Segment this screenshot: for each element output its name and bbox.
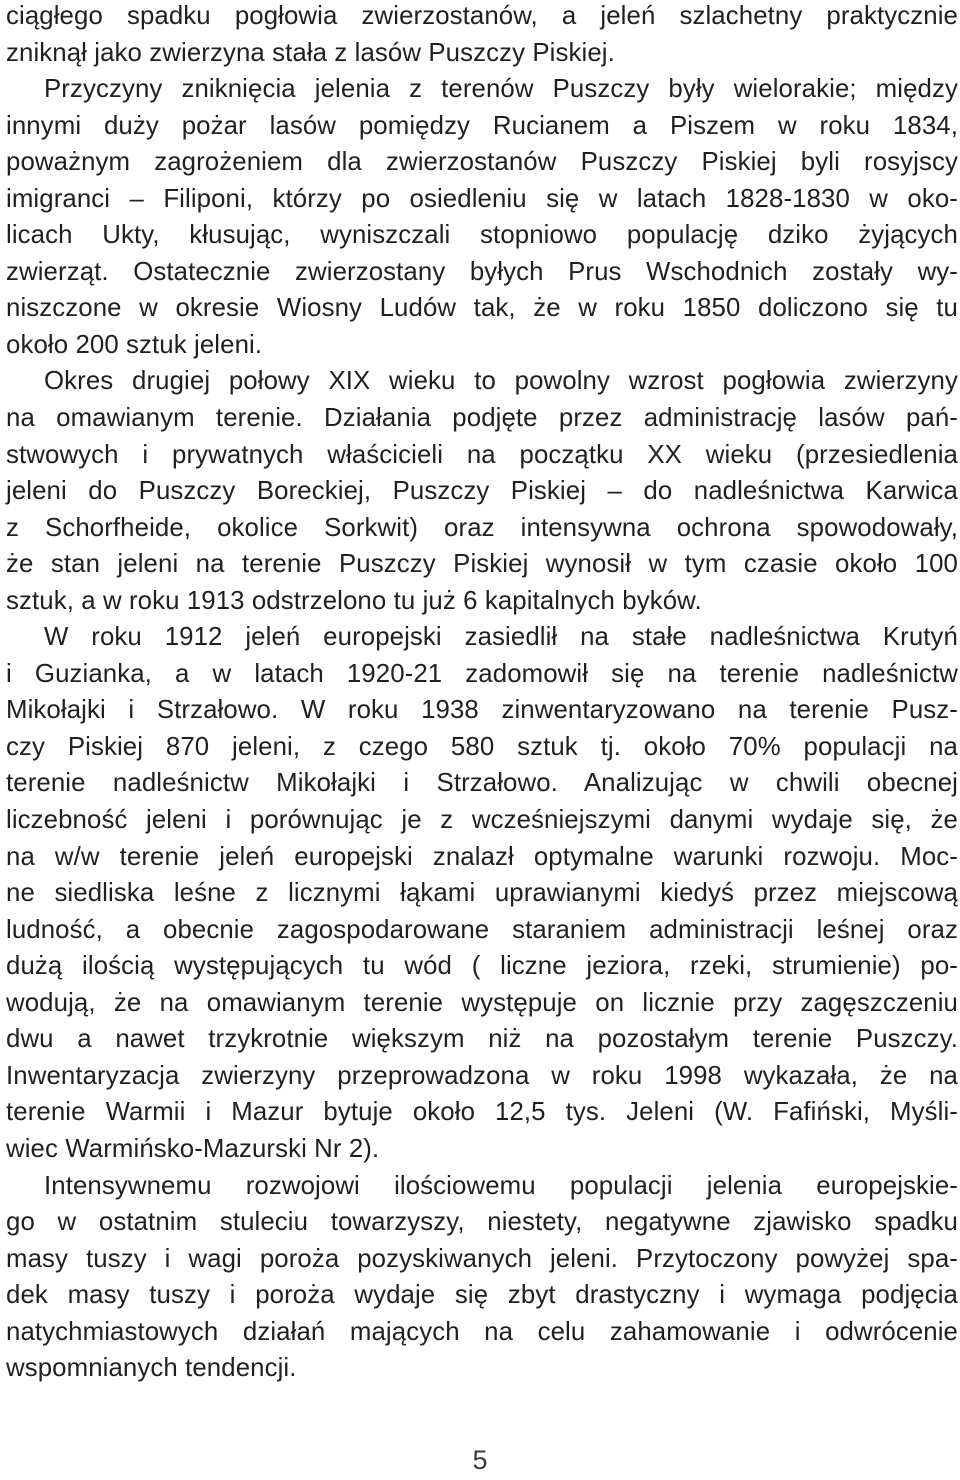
text-line: na omawianym terenie. Działania podjęte przez administrację lasów pań- (6, 404, 958, 433)
text-line: dek masy tuszy i poroża wydaje się zbyt drastyczny i wymaga podjęcia (6, 1281, 958, 1310)
text-line: liczebność jeleni i porównując je z wcześniejszymi danymi wydaje się, że (6, 806, 958, 835)
text-line: wodują, że na omawianym terenie występuje on licznie przy zagęszczeniu (6, 988, 958, 1017)
text-line: zniknął jako zwierzyna stała z lasów Puszczy Piskiej. (6, 38, 615, 67)
text-line: poważnym zagrożeniem dla zwierzostanów Puszczy Piskiej byli rosyjscy (6, 148, 958, 177)
text-line: czy Piskiej 870 jeleni, z czego 580 sztuk tj. około 70% populacji na (6, 732, 958, 761)
body-text (6, 0, 958, 1387)
text-line: licach Ukty, kłusując, wyniszczali stopniowo populację dziko żyjących (6, 221, 958, 250)
text-line: że stan jeleni na terenie Puszczy Piskiej wynosił w tym czasie około 100 (6, 550, 958, 579)
document-page (6, 0, 958, 1480)
text-line: terenie nadleśnictw Mikołajki i Strzałowo. Analizując w chwili obecnej (6, 769, 958, 798)
text-line: masy tuszy i wagi poroża pozyskiwanych jeleni. Przytoczony powyżej spa- (6, 1244, 958, 1273)
text-line: terenie Warmii i Mazur bytuje około 12,5 tys. Jeleni (W. Fafiński, Myśli- (6, 1098, 958, 1127)
text-line: wspomnianych tendencji. (6, 1354, 297, 1383)
text-line: sztuk, a w roku 1913 odstrzelono tu już 6 kapitalnych byków. (6, 586, 702, 615)
text-line: ludność, a obecnie zagospodarowane staraniem administracji leśnej oraz (6, 915, 958, 944)
text-line: Mikołajki i Strzałowo. W roku 1938 zinwentaryzowano na terenie Pusz- (6, 696, 958, 725)
text-line: na w/w terenie jeleń europejski znalazł optymalne warunki rozwoju. Moc- (6, 842, 958, 871)
text-line: wiec Warmińsko-Mazurski Nr 2). (6, 1134, 380, 1163)
text-line: dużą ilością występujących tu wód ( liczne jeziora, rzeki, strumienie) po- (6, 952, 958, 981)
text-line: W roku 1912 jeleń europejski zasiedlił na stałe nadleśnictwa Krutyń (44, 623, 958, 652)
text-line: około 200 sztuk jeleni. (6, 330, 263, 359)
text-line: ciągłego spadku pogłowia zwierzostanów, a jeleń szlachetny praktycznie (6, 2, 958, 30)
text-line: ne siedliska leśne z licznymi łąkami uprawianymi kiedyś przez miejscową (6, 879, 958, 908)
text-line: z Schorfheide, okolice Sorkwit) oraz intensywna ochrona spowodowały, (6, 513, 958, 542)
text-line: niszczone w okresie Wiosny Ludów tak, że w roku 1850 doliczono się tu (6, 294, 958, 323)
text-line: Przyczyny zniknięcia jelenia z terenów Puszczy były wielorakie; między (44, 75, 958, 104)
text-line: Inwentaryzacja zwierzyny przeprowadzona w roku 1998 wykazała, że na (6, 1061, 958, 1090)
text-line: Okres drugiej połowy XIX wieku to powolny wzrost pogłowia zwierzyny (44, 367, 958, 396)
text-line: innymi duży pożar lasów pomiędzy Rucianem a Piszem w roku 1834, (6, 111, 958, 140)
text-line: go w ostatnim stuleciu towarzyszy, niestety, negatywne zjawisko spadku (6, 1208, 958, 1237)
text-line: stwowych i prywatnych właścicieli na początku XX wieku (przesiedlenia (6, 440, 958, 469)
text-line: jeleni do Puszczy Boreckiej, Puszczy Piskiej – do nadleśnictwa Karwica (6, 477, 958, 506)
text-line: i Guzianka, a w latach 1920-21 zadomowił się na terenie nadleśnictw (6, 659, 958, 688)
text-line: Intensywnemu rozwojowi ilościowemu populacji jelenia europejskie- (44, 1171, 958, 1200)
text-line: zwierząt. Ostatecznie zwierzostany byłych Prus Wschodnich zostały wy- (6, 257, 958, 286)
text-line: natychmiastowych działań mających na celu zahamowanie i odwrócenie (6, 1317, 958, 1346)
text-line: imigranci – Filiponi, którzy po osiedleniu się w latach 1828-1830 w oko- (6, 184, 958, 213)
text-line: dwu a nawet trzykrotnie większym niż na pozostałym terenie Puszczy. (6, 1025, 958, 1054)
page-number: 5 (472, 1445, 488, 1475)
